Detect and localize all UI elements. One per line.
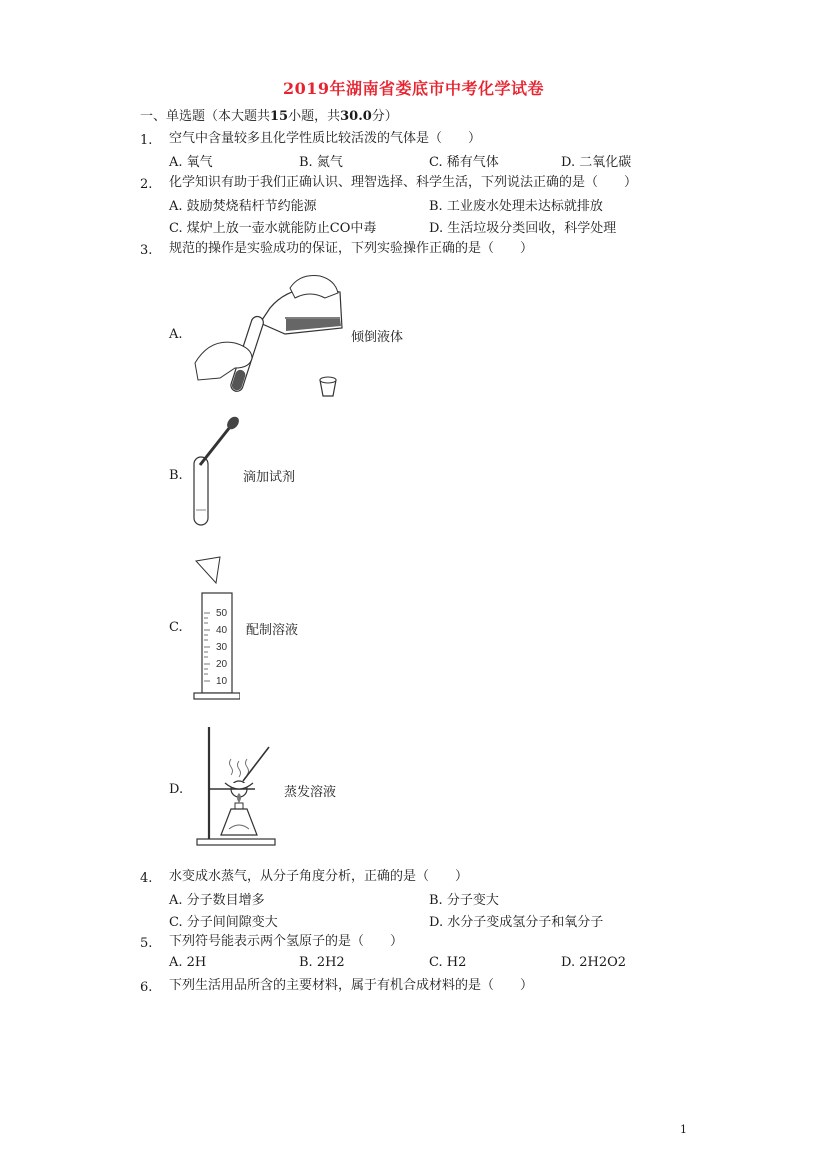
- option-b: B. 氮气: [299, 155, 343, 170]
- pouring-liquid-illustration: [190, 268, 350, 408]
- section-heading-text: 一、单选题（本大题共: [140, 109, 271, 124]
- question-text: 空气中含量较多且化学性质比较活泼的气体是（ ）: [169, 131, 482, 146]
- dropper-illustration: [188, 415, 243, 530]
- option-b: B. 分子变大: [429, 893, 499, 908]
- cylinder-mark-10: 10: [216, 676, 228, 687]
- page-number: 1: [680, 1123, 687, 1136]
- question-count: 15: [270, 109, 289, 124]
- question-number: 4.: [140, 871, 153, 886]
- option-d: D. 二氧化碳: [561, 155, 632, 170]
- section-heading-tail: 分）: [371, 109, 398, 124]
- question-text: 规范的操作是实验成功的保证，下列实验操作正确的是（ ）: [169, 241, 534, 256]
- question-text: 水变成水蒸气，从分子角度分析，正确的是（ ）: [169, 869, 469, 884]
- section-heading: [140, 108, 398, 126]
- figure-c-letter: C.: [169, 620, 183, 635]
- cylinder-mark-50: 50: [216, 608, 228, 619]
- figure-d-caption: 蒸发溶液: [284, 785, 337, 800]
- figure-b-letter: B.: [169, 468, 183, 483]
- figure-a-caption: 倾倒液体: [351, 330, 404, 345]
- total-score: 30.0: [340, 109, 372, 124]
- page-title: 2019年湖南省娄底市中考化学试卷: [282, 79, 545, 98]
- question-number: 3.: [140, 243, 153, 258]
- question-number: 2.: [140, 177, 153, 192]
- option-a: A. 2H: [169, 955, 207, 970]
- figure-c-caption: 配制溶液: [246, 623, 299, 638]
- option-b: B. 2H2: [299, 955, 345, 970]
- option-c: C. 稀有气体: [429, 155, 499, 170]
- option-a: A. 鼓励焚烧秸杆节约能源: [169, 199, 317, 214]
- graduated-cylinder-illustration: [190, 555, 240, 703]
- option-c: C. 煤炉上放一壶水就能防止CO中毒: [169, 221, 377, 236]
- option-d: D. 2H2O2: [561, 955, 627, 970]
- cylinder-mark-40: 40: [216, 625, 228, 636]
- section-heading-mid: 小题，共: [288, 109, 341, 124]
- question-text: 化学知识有助于我们正确认识、理智选择、科学生活，下列说法正确的是（ ）: [169, 175, 638, 190]
- option-d: D. 生活垃圾分类回收，科学处理: [429, 221, 617, 236]
- option-d: D. 水分子变成氢分子和氧分子: [429, 915, 604, 930]
- option-c: C. H2: [429, 955, 467, 970]
- option-a: A. 分子数目增多: [169, 893, 265, 908]
- question-text: 下列生活用品所含的主要材料，属于有机合成材料的是（ ）: [169, 978, 534, 993]
- option-b: B. 工业废水处理未达标就排放: [429, 199, 603, 214]
- question-number: 6.: [140, 980, 153, 995]
- cylinder-mark-30: 30: [216, 642, 228, 653]
- figure-d-letter: D.: [169, 782, 184, 797]
- question-number: 1.: [140, 133, 153, 148]
- question-text: 下列符号能表示两个氢原子的是（ ）: [169, 934, 404, 949]
- option-c: C. 分子间间隙变大: [169, 915, 278, 930]
- option-a: A. 氧气: [169, 155, 213, 170]
- figure-a-letter: A.: [169, 327, 183, 342]
- question-number: 5.: [140, 936, 153, 951]
- evaporation-illustration: [195, 725, 285, 850]
- figure-b-caption: 滴加试剂: [243, 470, 296, 485]
- cylinder-mark-20: 20: [216, 659, 228, 670]
